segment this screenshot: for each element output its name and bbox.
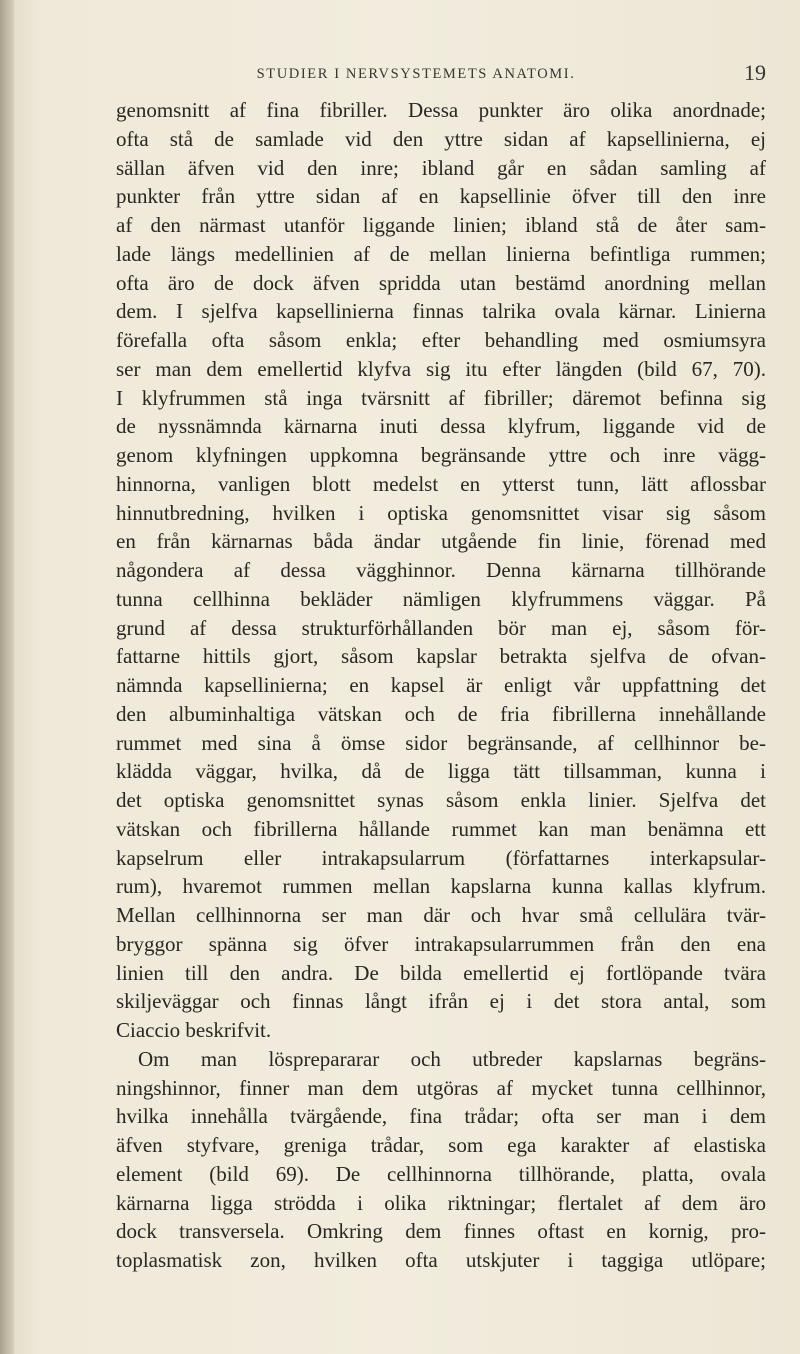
text-line: grund af dessa strukturförhållanden bör man ej, såsom för- xyxy=(116,615,766,640)
text-line: den albuminhaltiga vätskan och de fria fibrillerna innehållande xyxy=(116,701,766,726)
text-line: Om man lösprepararar och utbreder kapslarnas begräns- xyxy=(138,1046,766,1071)
text-line: linien till den andra. De bilda emellertid ej fortlöpande tvära xyxy=(116,960,766,985)
page-header xyxy=(116,60,766,90)
text-line: ser man dem emellertid klyfva sig itu efter längden (bild 67, 70). xyxy=(116,356,766,381)
paragraph-2 xyxy=(116,1045,766,1275)
text-line: äfven styfvare, greniga trådar, som ega karakter af elastiska xyxy=(116,1133,766,1157)
page-number: 19 xyxy=(744,60,766,85)
text-line: klädda väggar, hvilka, då de ligga tätt tillsamman, kunna i xyxy=(116,759,766,784)
text-line: rum), hvaremot rummen mellan kapslarna kunna kallas klyfrum. xyxy=(116,874,766,899)
text-line: sällan äfven vid den inre; ibland går en sådan samling af xyxy=(116,155,766,180)
text-line: kärnarna ligga strödda i olika riktningar; flertalet af dem äro xyxy=(116,1190,766,1215)
text-line: Ciaccio beskrifvit. xyxy=(116,1018,272,1042)
text-line: det optiska genomsnittet synas såsom enkla linier. Sjelfva det xyxy=(116,788,766,812)
text-line: ningshinnor, finner man dem utgöras af mycket tunna cellhinnor, xyxy=(116,1075,766,1100)
body-text xyxy=(116,96,766,1275)
text-line: hvilka innehålla tvärgående, fina trådar; ofta ser man i dem xyxy=(116,1104,766,1129)
text-line: element (bild 69). De cellhinnorna tillhörande, platta, ovala xyxy=(116,1161,766,1186)
text-line: nämnda kapsellinierna; en kapsel är enligt vår uppfattning det xyxy=(116,673,766,697)
text-line: lade längs medellinien af de mellan linierna befintliga rummen; xyxy=(116,241,766,266)
text-line: fattarne hittils gjort, såsom kapslar betrakta sjelfva de ofvan- xyxy=(116,644,766,669)
text-line: genom klyfningen uppkomna begränsande yttre och inre vägg- xyxy=(116,443,766,467)
text-line: af den närmast utanför liggande linien; ibland stå de åter sam- xyxy=(116,213,766,237)
page-gutter xyxy=(0,0,14,1354)
text-line: I klyfrummen stå inga tvärsnitt af fibriller; däremot befinna sig xyxy=(116,385,766,410)
text-line: någondera af dessa vägghinnor. Denna kärnarna tillhörande xyxy=(116,558,766,582)
text-line: dock transversela. Omkring dem finnes oftast en kornig, pro- xyxy=(116,1219,766,1244)
paragraph-1 xyxy=(116,96,766,1045)
running-head: STUDIER I NERVSYSTEMETS ANATOMI. xyxy=(256,66,576,82)
text-line: Mellan cellhinnorna ser man där och hvar små cellulära tvär- xyxy=(116,903,766,927)
text-line: vätskan och fibrillerna hållande rummet kan man benämna ett xyxy=(116,816,766,841)
text-line: kapselrum eller intrakapsularrum (författarnes interkapsular- xyxy=(116,845,766,870)
text-line: bryggor spänna sig öfver intrakapsularrummen från den ena xyxy=(116,931,766,956)
text-line: förefalla ofta såsom enkla; efter behandling med osmiumsyra xyxy=(116,328,766,352)
text-line: genomsnitt af fina fibriller. Dessa punkter äro olika anordnade; xyxy=(116,98,766,122)
text-line: toplasmatisk zon, hvilken ofta utskjuter i taggiga utlöpare; xyxy=(116,1248,766,1272)
text-line: ofta äro de dock äfven spridda utan bestämd anordning mellan xyxy=(116,270,766,295)
text-line: rummet med sina å ömse sidor begränsande, af cellhinnor be- xyxy=(116,730,766,755)
text-line: de nyssnämnda kärnarna inuti dessa klyfrum, liggande vid de xyxy=(116,414,766,439)
text-line: ofta stå de samlade vid den yttre sidan af kapsellinierna, ej xyxy=(116,126,766,151)
text-line: dem. I sjelfva kapsellinierna finnas talrika ovala kärnar. Linierna xyxy=(116,299,766,324)
text-line: hinnorna, vanligen blott medelst en ytterst tunn, lätt aflossbar xyxy=(116,471,766,496)
text-line: en från kärnarnas båda ändar utgående fin linie, förenad med xyxy=(116,529,766,554)
text-line: skiljeväggar och finnas långt ifrån ej i det stora antal, som xyxy=(116,989,766,1014)
text-line: tunna cellhinna bekläder nämligen klyfrummens väggar. På xyxy=(116,586,766,611)
text-line: hinnutbredning, hvilken i optiska genomsnittet visar sig såsom xyxy=(116,500,766,525)
text-line: punkter från yttre sidan af en kapsellinie öfver till den inre xyxy=(116,184,766,209)
